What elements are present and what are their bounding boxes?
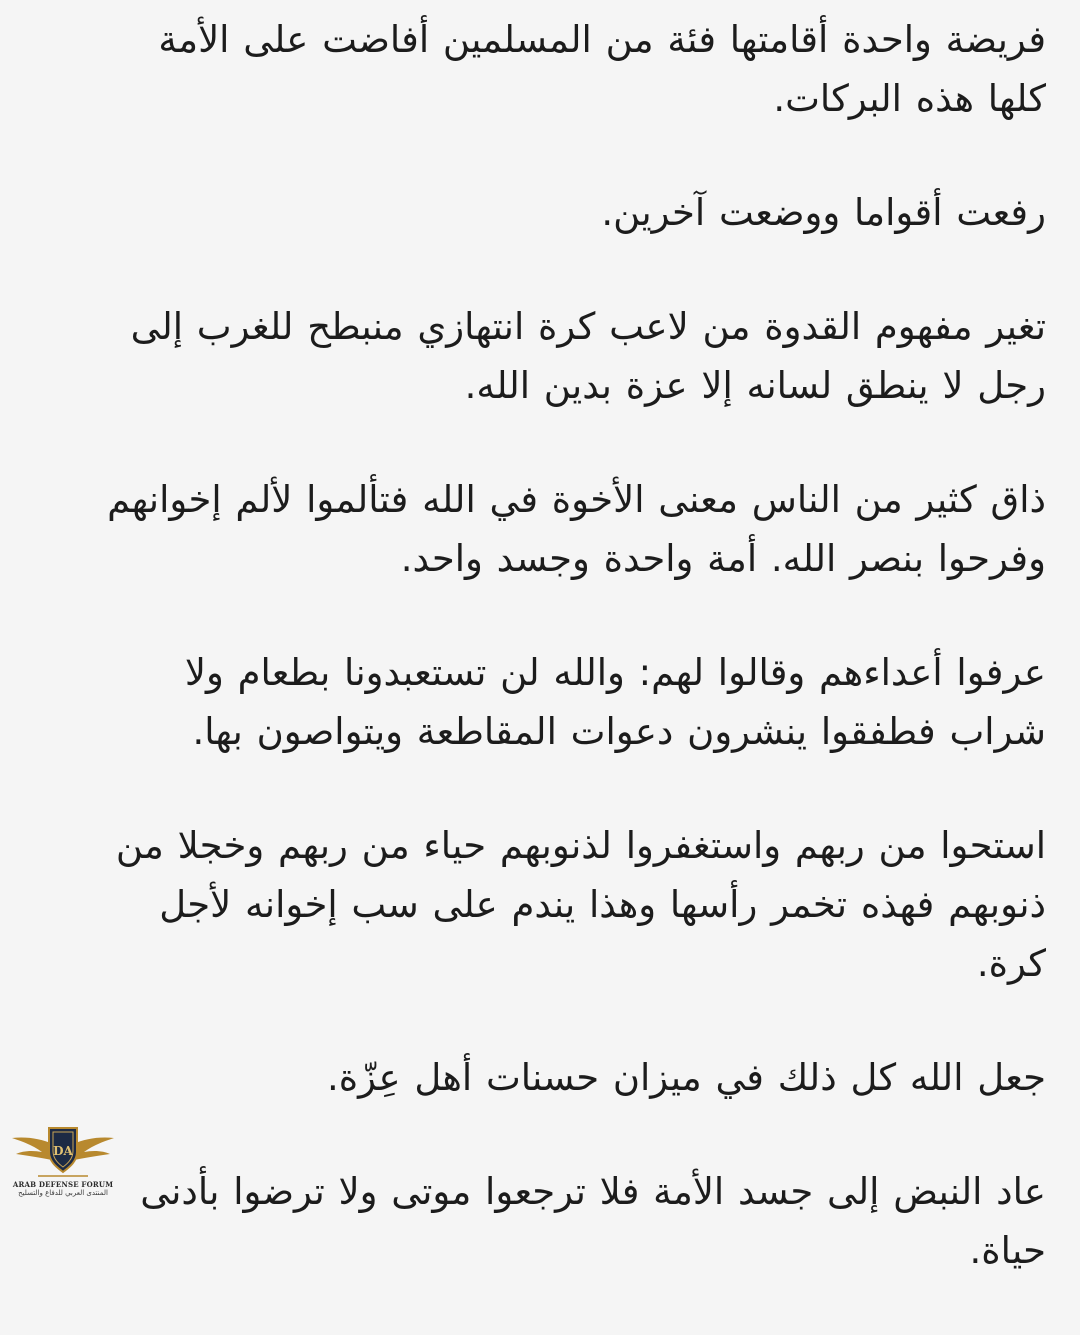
watermark-name-en: ARAB DEFENSE FORUM xyxy=(12,1180,114,1189)
paragraph xyxy=(60,10,1046,128)
paragraph xyxy=(60,470,1046,588)
paragraph-line: حياة. xyxy=(969,1229,1046,1272)
paragraph-line: جعل الله كل ذلك في ميزان حسنات أهل عِزّة. xyxy=(326,1056,1046,1099)
paragraph-line: شراب فطفقوا ينشرون دعوات المقاطعة ويتواصون بها. xyxy=(192,710,1046,753)
paragraph xyxy=(60,183,1046,242)
paragraph-line: رفعت أقواما ووضعت آخرين. xyxy=(601,191,1046,234)
post-body xyxy=(60,10,1046,1335)
paragraph xyxy=(60,816,1046,993)
watermark-name-ar: المنتدى العربي للدفاع والتسليح xyxy=(18,1189,108,1197)
paragraph xyxy=(60,297,1046,415)
eagle-shield-icon xyxy=(8,1118,118,1180)
paragraph-line: كلها هذه البركات. xyxy=(773,77,1046,120)
paragraph xyxy=(60,643,1046,761)
paragraph-line: استحوا من ربهم واستغفروا لذنوبهم حياء من ربهم وخجلا من xyxy=(115,824,1046,867)
paragraph-line: ذاق كثير من الناس معنى الأخوة في الله فتألموا لألم إخوانهم xyxy=(107,478,1046,521)
paragraph-line: ذنوبهم فهذه تخمر رأسها وهذا يندم على سب إخوانه لأجل xyxy=(159,883,1046,926)
badge-text: DA xyxy=(53,1144,73,1158)
paragraph-line: فريضة واحدة أقامتها فئة من المسلمين أفاضت على الأمة xyxy=(158,18,1046,61)
paragraph xyxy=(60,1048,1046,1107)
paragraph-line: تغير مفهوم القدوة من لاعب كرة انتهازي منبطح للغرب إلى xyxy=(130,305,1046,348)
paragraph-line: رجل لا ينطق لسانه إلا عزة بدين الله. xyxy=(464,364,1046,407)
watermark-logo xyxy=(8,1118,118,1200)
paragraph-line: كرة. xyxy=(976,942,1046,985)
paragraph-line: وفرحوا بنصر الله. أمة واحدة وجسد واحد. xyxy=(400,537,1046,580)
paragraph-line: عرفوا أعداءهم وقالوا لهم: والله لن تستعبدونا بطعام ولا xyxy=(184,651,1046,694)
paragraph-line: عاد النبض إلى جسد الأمة فلا ترجعوا موتى ولا ترضوا بأدنى xyxy=(140,1170,1046,1213)
paragraph xyxy=(60,1162,1046,1280)
